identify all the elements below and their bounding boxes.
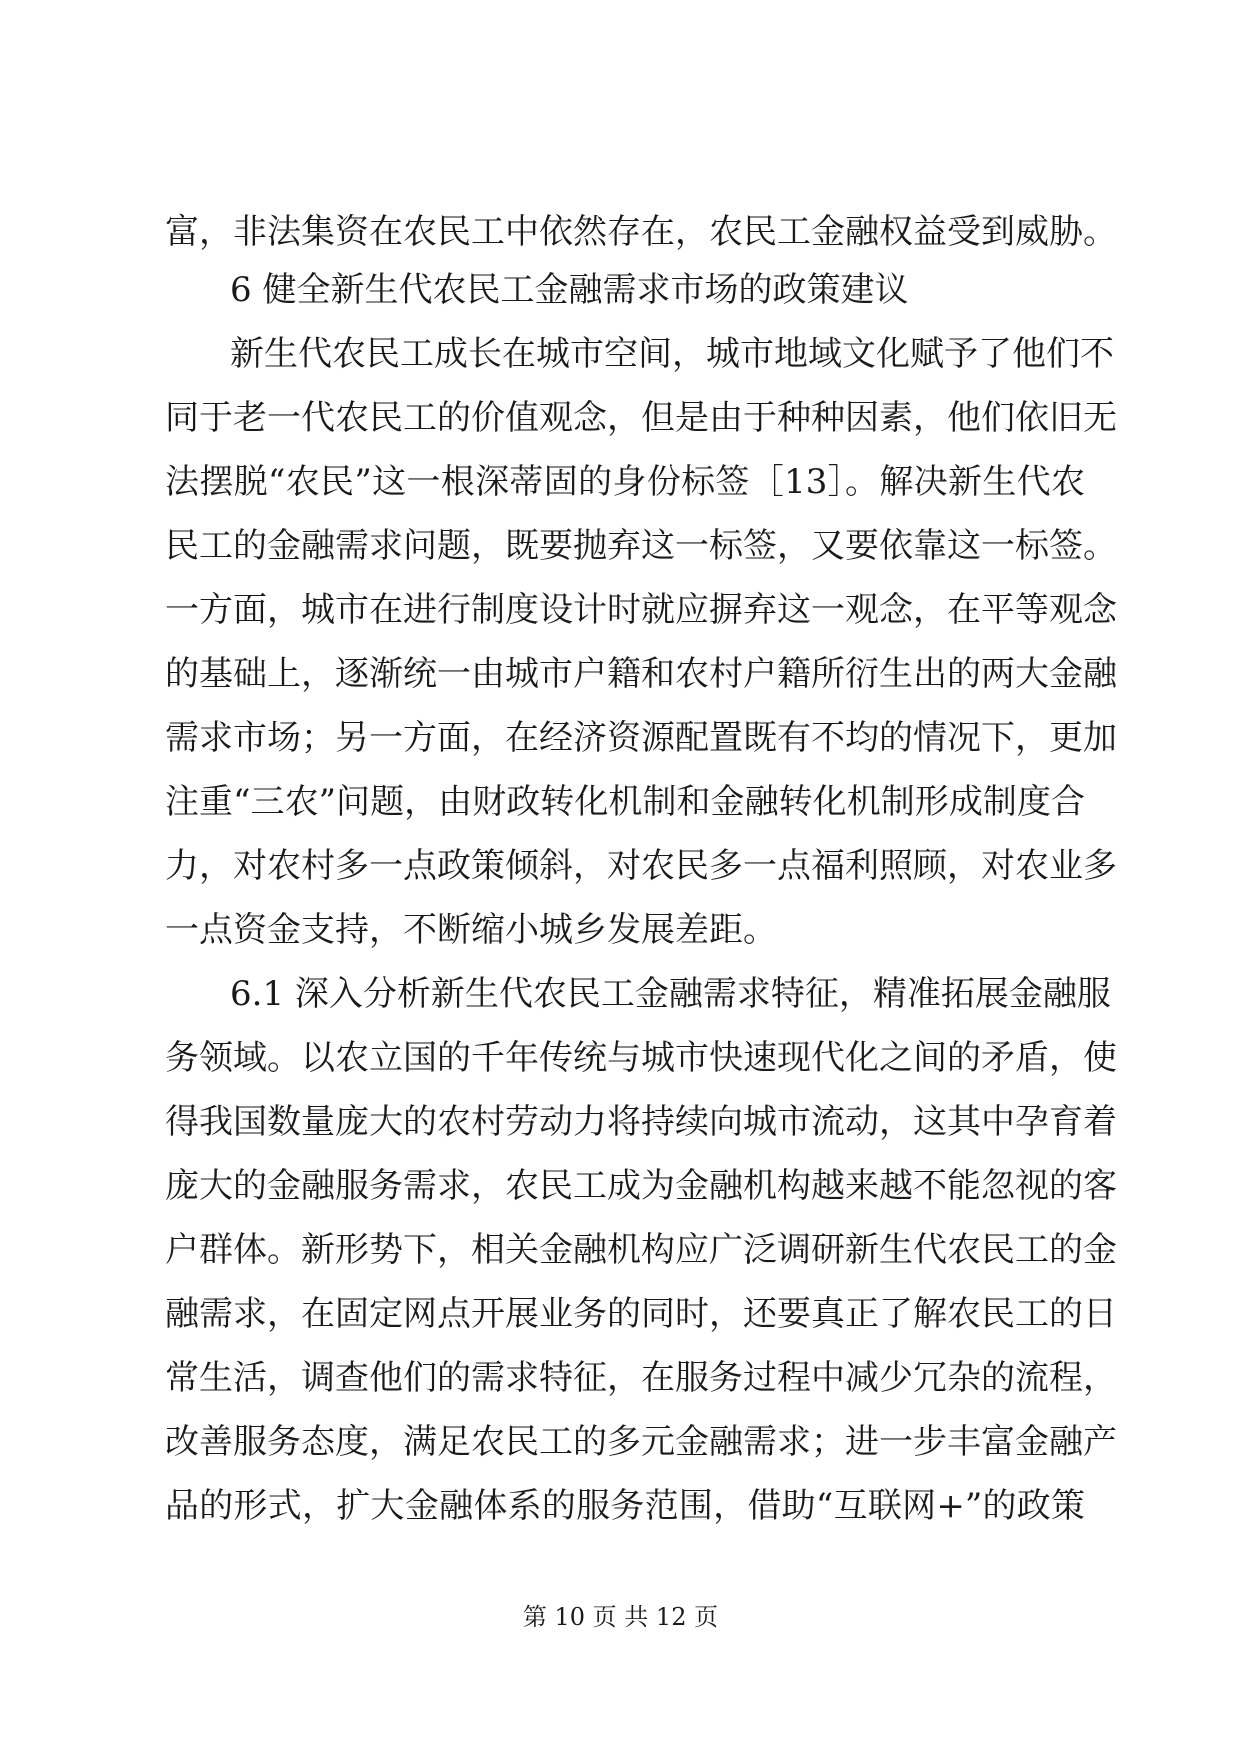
text-line: 庞大的金融服务需求，农民工成为金融机构越来越不能忽视的客	[165, 1166, 1117, 1206]
text-line: 一方面，城市在进行制度设计时就应摒弃这一观念，在平等观念	[165, 590, 1117, 630]
text-line: 富，非法集资在农民工中依然存在，农民工金融权益受到威胁。	[165, 212, 1117, 252]
text-line: 常生活，调查他们的需求特征，在服务过程中减少冗杂的流程，	[165, 1358, 1117, 1398]
text-line: 务领域。以农立国的千年传统与城市快速现代化之间的矛盾，使	[165, 1038, 1117, 1078]
text-line: 注重“三农”问题，由财政转化机制和金融转化机制形成制度合	[165, 782, 1085, 822]
text-line: 融需求，在固定网点开展业务的同时，还要真正了解农民工的日	[165, 1294, 1117, 1334]
text-line: 民工的金融需求问题，既要抛弃这一标签，又要依靠这一标签。	[165, 526, 1117, 566]
text-line: 得我国数量庞大的农村劳动力将持续向城市流动，这其中孕育着	[165, 1102, 1117, 1142]
text-line: 新生代农民工成长在城市空间，城市地域文化赋予了他们不	[230, 334, 1114, 374]
text-line: 力，对农村多一点政策倾斜，对农民多一点福利照顾，对农业多	[165, 846, 1117, 886]
section-heading: 6 健全新生代农民工金融需求市场的政策建议	[230, 270, 909, 310]
subsection-line: 6.1 深入分析新生代农民工金融需求特征，精准拓展金融服	[230, 974, 1111, 1014]
text-line: 同于老一代农民工的价值观念，但是由于种种因素，他们依旧无	[165, 398, 1117, 438]
text-line: 一点资金支持，不断缩小城乡发展差距。	[165, 910, 777, 950]
text-line: 改善服务态度，满足农民工的多元金融需求；进一步丰富金融产	[165, 1422, 1117, 1462]
text-line: 户群体。新形势下，相关金融机构应广泛调研新生代农民工的金	[165, 1230, 1117, 1270]
page-footer: 第 10 页 共 12 页	[522, 1603, 719, 1631]
text-line: 法摆脱“农民”这一根深蒂固的身份标签［13］。解决新生代农	[165, 462, 1085, 502]
text-line: 的基础上，逐渐统一由城市户籍和农村户籍所衍生出的两大金融	[165, 654, 1117, 694]
text-line: 需求市场；另一方面，在经济资源配置既有不均的情况下，更加	[165, 718, 1117, 758]
text-line: 品的形式，扩大金融体系的服务范围，借助“互联网+”的政策	[165, 1486, 1086, 1526]
